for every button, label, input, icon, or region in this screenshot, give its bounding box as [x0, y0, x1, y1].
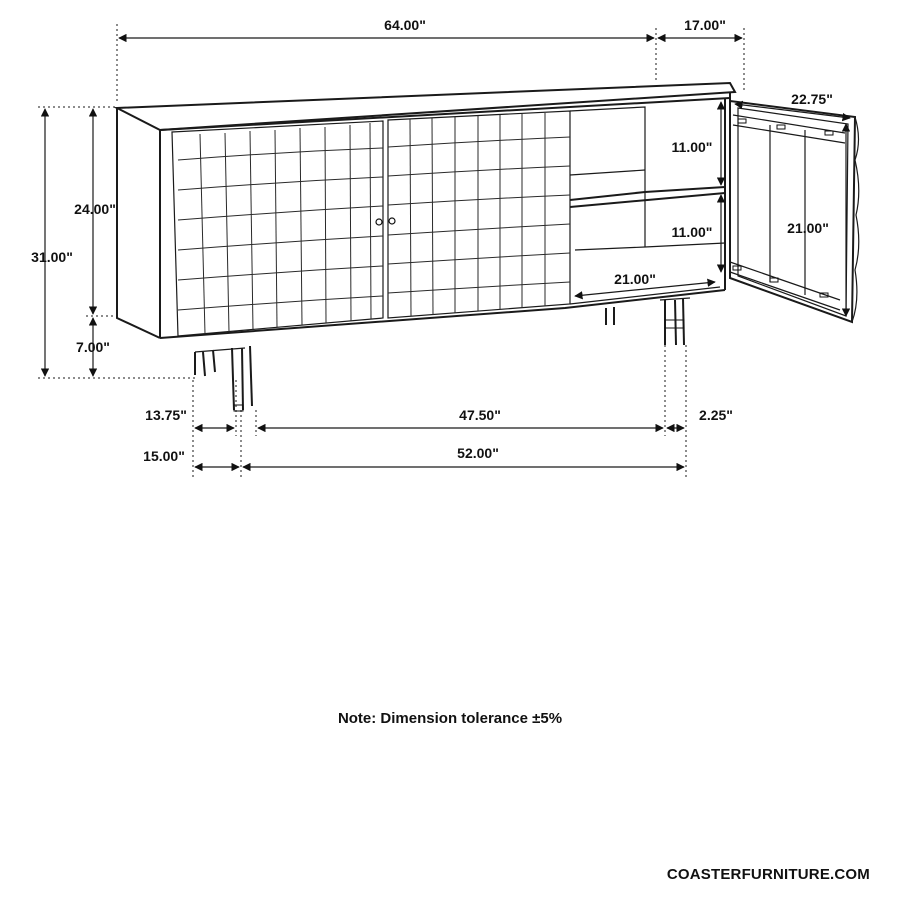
door-texture-right	[388, 113, 570, 316]
label-leg-height: 7.00"	[76, 339, 110, 355]
label-leg-span-outer: 52.00"	[457, 445, 499, 461]
label-leg-span-inner: 47.50"	[459, 407, 501, 423]
label-overall-height: 31.00"	[31, 249, 73, 265]
label-shelf-width: 21.00"	[614, 271, 656, 287]
knob-right	[389, 218, 395, 224]
label-overall-width: 64.00"	[384, 17, 426, 33]
label-leg-offset-outer: 15.00"	[143, 448, 185, 464]
label-door-width: 22.75"	[791, 91, 833, 107]
label-depth: 17.00"	[684, 17, 726, 33]
knob-left	[376, 219, 382, 225]
tolerance-note: Note: Dimension tolerance ±5%	[337, 710, 563, 727]
label-leg-offset-inner: 13.75"	[145, 407, 187, 423]
label-shelf-top-height: 11.00"	[671, 139, 713, 155]
open-door	[730, 101, 859, 322]
brand-url: COASTERFURNITURE.COM	[666, 866, 870, 883]
door-texture-left	[178, 123, 383, 334]
label-door-height: 21.00"	[787, 220, 829, 236]
legs	[195, 298, 690, 411]
label-shelf-bottom-height: 11.00"	[671, 224, 713, 240]
sideboard-illustration	[117, 83, 859, 411]
label-leg-depth-right: 2.25"	[699, 407, 733, 423]
label-cabinet-height: 24.00"	[74, 201, 116, 217]
